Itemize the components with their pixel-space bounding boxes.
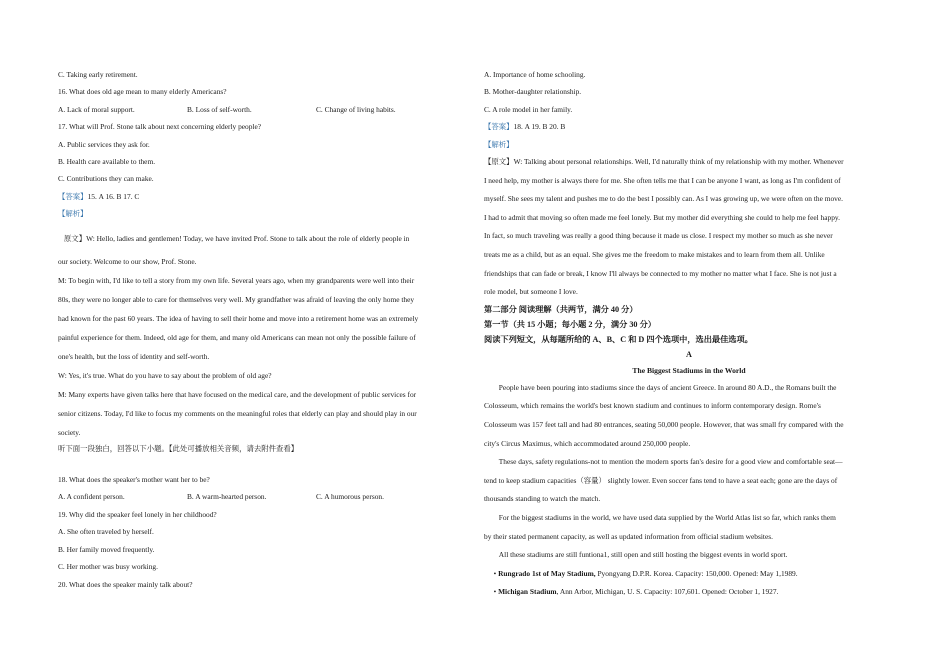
q16-option-c: C. Change of living habits. <box>316 104 396 114</box>
paragraph-line: For the biggest stadiums in the world, we have used data supplied by the World Atlas list so far, which ranks them <box>498 512 836 522</box>
transcript-line: senior citizens. Today, I'd like to focus my comments on the meaningful roles that elderly can play and should play in our <box>58 408 417 418</box>
transcript-line: society. <box>58 427 81 437</box>
question-18: 18. What does the speaker's mother want her to be? <box>58 475 210 485</box>
transcript-line: our society. Welcome to our show, Prof. Stone. <box>58 256 197 266</box>
q17-option-a: A. Public services they ask for. <box>58 139 150 149</box>
transcript-line: had known for the past 60 years. The idea of having to sell their home and move into a retirement home was an extremely <box>58 313 419 323</box>
q15-option-c: C. Taking early retirement. <box>58 70 138 79</box>
answer-text: 15. A 16. B 17. C <box>87 191 140 201</box>
q18-option-a: A. A confident person. <box>58 492 125 502</box>
transcript-line: W: Yes, it's true. What do you have to say about the problem of old age? <box>58 370 272 380</box>
paragraph-line: Colosseum, which remains the world's best known stadium and continues to inform contemporary design. Rome's <box>484 401 821 411</box>
right-column <box>484 66 894 602</box>
paragraph-line: thousands standing to watch the match. <box>484 494 601 504</box>
q18-options <box>58 488 468 505</box>
transcript-line: myself. She sees my talent and pushes me to do the best I possibly can. As I was growing up, we were often on the move. <box>484 194 843 204</box>
transcript-line: one's health, but the loss of identity and self-worth. <box>58 351 210 361</box>
stadium-detail: , Ann Arbor, Michigan, U. S. Capacity: 107,601. Opened: October 1, 1927. <box>556 587 779 597</box>
paragraph-line: All these stadiums are still funtiona1, still open and still hosting the biggest events in world sport. <box>498 550 788 560</box>
transcript-line: 80s, they were no longer able to care for themselves very well. My grandfather was afraid of leaving the only home they <box>58 294 415 304</box>
paragraph-3 <box>484 509 894 546</box>
stadium-item <box>484 583 894 602</box>
paragraph-line: These days, safety regulations-not to mention the modern sports fan's desire for a good view and comfortable seat— <box>498 457 843 467</box>
answer-label: 【答案】 <box>484 122 514 132</box>
stadium-name: Rungrado 1st of May Stadium, <box>498 568 596 578</box>
q16-option-b: B. Loss of self-worth. <box>187 104 252 114</box>
paragraph-line: by their stated permanent capacity, as well as updated information from official stadium websites. <box>484 531 773 541</box>
q16-option-a: A. Lack of moral support. <box>58 104 135 114</box>
q20-option-b: B. Mother-daughter relationship. <box>484 87 582 97</box>
paragraph-4 <box>484 546 894 565</box>
question-20: 20. What does the speaker mainly talk about? <box>58 579 193 589</box>
section1-heading: 第一节（共 15 小题；每小题 2 分，满分 30 分） <box>484 319 656 329</box>
left-column <box>58 66 468 593</box>
passage-title: The Biggest Stadiums in the World <box>632 365 746 375</box>
q19-option-c: C. Her mother was busy working. <box>58 562 158 572</box>
q18-option-b: B. A warm-hearted person. <box>187 492 267 502</box>
answer-label: 【答案】 <box>58 191 88 201</box>
stadium-name: Michigan Stadium <box>498 587 557 597</box>
transcript-line: friendships that can fade or break, I know I'll always be connected to my mother no matter what I face. She is not just a <box>484 268 837 278</box>
listening-instruction: 听下面一段独白，回答以下小题。【此处可播放相关音频，请去附件查看】 <box>58 443 299 453</box>
transcript-line: treats me as a child, but as an equal. She gives me the freedom to make mistakes and to learn from them all. Unlike <box>484 250 825 259</box>
part2-heading: 第二部分 阅读理解（共两节，满分 40 分） <box>484 304 638 314</box>
q17-option-c: C. Contributions they can make. <box>58 174 154 184</box>
answer-line-2 <box>484 118 894 135</box>
paragraph-line: People have been pouring into stadiums since the days of ancient Greece. In around 80 A.D., the Romans built the <box>498 382 837 392</box>
stadium-list <box>484 565 894 602</box>
transcript-line: M: To begin with, I'd like to tell a story from my own life. Several years ago, when my grandparents were well into their <box>58 275 415 285</box>
transcript-line: M: Many experts have given talks here that have focused on the medical care, and the development of public services for <box>58 389 417 399</box>
transcript-line: I need help, my mother is always there for me. She often tells me that I can be anyone I want, as long as I'm confident of <box>484 175 841 185</box>
answer-text: 18. A 19. B 20. B <box>513 122 566 132</box>
q18-option-c: C. A humorous person. <box>316 492 384 502</box>
passage-letter: A <box>686 349 692 359</box>
transcript-line: painful experience for them. Indeed, old age for them, and many old Americans can mean not only the possible failure of <box>58 332 416 342</box>
paragraph-line: city's Circus Maximus, which accommodated around 250,000 people. <box>484 438 691 448</box>
question-19: 19. Why did the speaker feel lonely in her childhood? <box>58 509 217 519</box>
transcript-1 <box>58 229 468 442</box>
q19-option-a: A. She often traveled by herself. <box>58 527 154 537</box>
q19-option-b: B. Her family moved frequently. <box>58 544 155 554</box>
analysis-label: 【解析】 <box>484 139 514 149</box>
transcript-line: 【原文】W: Talking about personal relationships. Well, I'd naturally think of my relationship with my mother. Whenever <box>484 157 844 167</box>
transcript-line: 原文】W: Hello, ladies and gentlemen! Today, we have invited Prof. Stone to talk about the role of elderly people in <box>63 233 410 243</box>
answer-line-1 <box>58 188 468 205</box>
q17-option-b: B. Health care available to them. <box>58 157 156 167</box>
transcript-line: role model, but someone I love. <box>484 287 578 297</box>
transcript-line: In fact, so much traveling was really a good thing because it made us close. I respect my mother so much as she never <box>484 231 833 241</box>
q20-option-c: C. A role model in her family. <box>484 104 573 114</box>
paragraph-line: tend to keep stadium capacities（容量） slightly lower. Even soccer fans tend to have a seat each; gone are the days of <box>484 475 838 485</box>
paragraph-2 <box>484 453 894 509</box>
question-16: 16. What does old age mean to many elderly Americans? <box>58 87 227 97</box>
q20-option-a: A. Importance of home schooling. <box>484 70 586 79</box>
q16-options <box>58 101 468 118</box>
reading-directions: 阅读下列短文，从每题所给的 A、B、C 和 D 四个选项中，选出最佳选项。 <box>484 334 753 344</box>
transcript-2 <box>484 153 894 302</box>
transcript-line: I had to admit that moving so often made me feel lonely. But my mother did everything she could to help me feel happy. <box>484 212 840 222</box>
analysis-label: 【解析】 <box>58 209 88 219</box>
paragraph-line: Colosseum was 157 feet tall and had 80 entrances, seating 50,000 people. However, that was small fry compared with the <box>484 419 844 429</box>
bullet-marker: • <box>493 568 497 578</box>
paragraph-1 <box>484 379 894 453</box>
stadium-detail: Pyongyang D.P.R. Korea. Capacity: 150,000. Opened: May 1,1989. <box>595 568 798 578</box>
question-17: 17. What will Prof. Stone talk about next concerning elderly people? <box>58 122 262 132</box>
bullet-marker: • <box>493 587 497 597</box>
stadium-item <box>484 565 894 584</box>
